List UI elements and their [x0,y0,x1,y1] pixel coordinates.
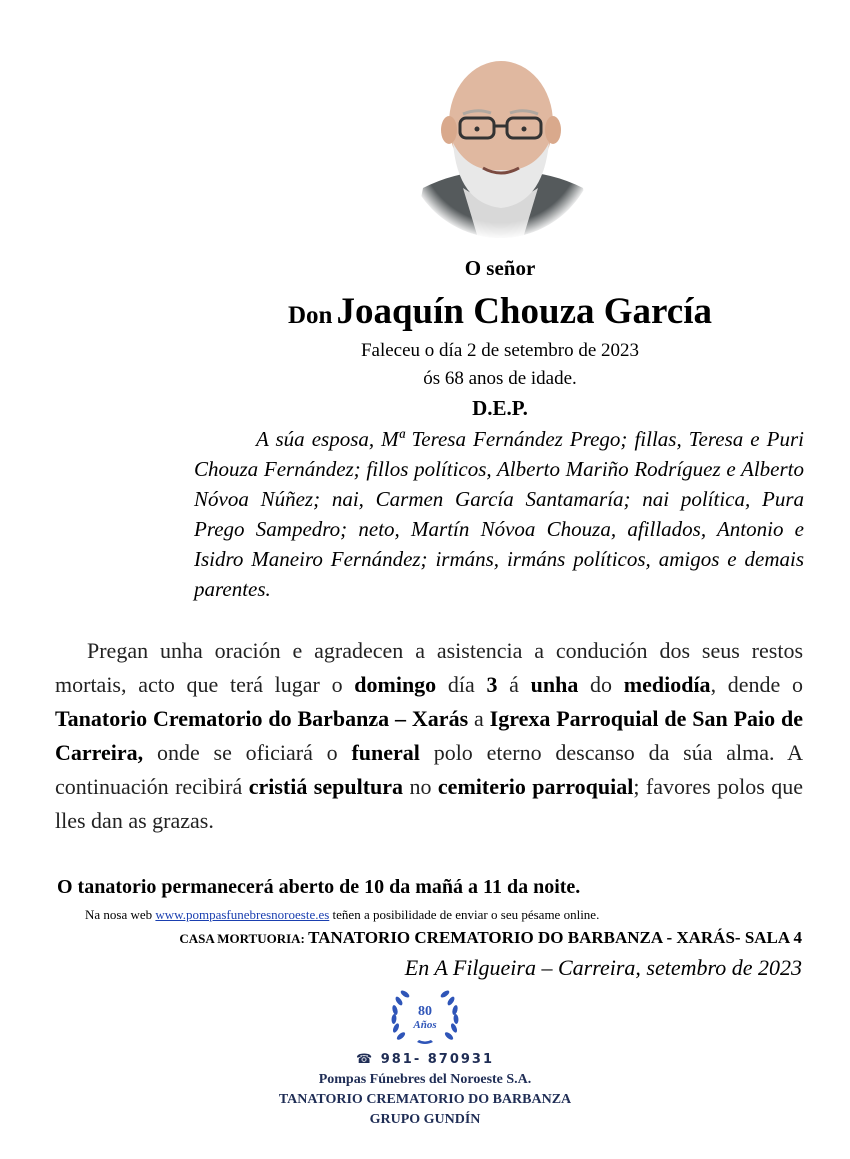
name-prefix: Don [287,302,333,329]
deceased-name-line [0,290,850,333]
portrait-photo [403,38,598,238]
funeral-text: onde se oficiará o [143,740,352,765]
laurel-wreath-icon [387,986,463,1048]
funeral-church: Igrexa Parroquial de San Paio de Carreira, [55,706,804,765]
phone-number[interactable]: 981- 870931 [380,1052,495,1067]
funeral-text: ; favores polos que lles dan as grazas. [55,774,804,833]
age-at-death: ós 68 anos de idade. [423,368,577,389]
casa-mortuoria [62,928,802,948]
crematorium-name: TANATORIO CREMATORIO DO BARBANZA [278,1092,572,1107]
funeral-time-suffix: mediodía [623,672,711,697]
funeral-day-number: 3 [486,672,498,697]
honorific: O señor [464,256,536,280]
anniversary-logo [387,986,463,1048]
funeral-details [55,634,803,838]
family-members: A súa esposa, Mª Teresa Fernández Prego; fillas, Teresa e Puri Chouza Fernández; fillos políticos, Alberto Mariño Rodríguez e Alberto Nóvoa Núñez; nai, Carmen García Santamaría; nai política, Pura Prego Sampedro; neto, Martín Nóvoa Chouza, afillados, Antonio e Isidro Maneiro Fernández; irmáns, irmáns políticos, amigos e demais parentes. [194,427,804,601]
funeral-text: no [403,774,438,799]
casa-mortuoria-label: CASA MORTUORIA: [179,931,309,946]
funeral-text: , dende o [710,672,803,697]
casa-mortuoria-value: TANATORIO CREMATORIO DO BARBANZA - XARÁS- SALA 4 [308,928,802,947]
deceased-name: Joaquín Chouza García [336,291,712,332]
funeral-text: á [497,672,531,697]
dep-abbreviation: D.E.P. [472,396,528,420]
death-date: Faleceu o día 2 de setembro de 2023 [360,340,640,361]
website-link[interactable]: www.pompasfunebresnoroeste.es [155,907,330,922]
phone-line [0,1052,850,1067]
tanatorio-hours: O tanatorio permanecerá aberto de 10 da mañá a 11 da noite. [57,876,581,898]
funeral-burial: cristiá sepultura [248,774,404,799]
funeral-text: a [468,706,490,731]
logo-word: Años [413,1019,437,1031]
funeral-day: domingo [354,672,437,697]
company-name: Pompas Fúnebres del Noroeste S.A. [318,1072,532,1087]
funeral-origin: Tanatorio Crematorio do Barbanza – Xarás [55,706,469,731]
place-date: En A Filgueira – Carreira, setembro de 2023 [404,955,802,980]
funeral-service: funeral [351,740,420,765]
funeral-text: día [436,672,487,697]
web-notice-after: teñen a posibilidade de enviar o seu pésame online. [329,907,600,922]
logo-number: 80 [418,1004,432,1019]
funeral-cemetery: cemiterio parroquial [437,774,634,799]
funeral-text: do [578,672,624,697]
web-notice-before: Na nosa web [85,907,156,922]
funeral-time: unha [530,672,579,697]
portrait-image [403,38,598,238]
group-name: GRUPO GUNDÍN [369,1112,481,1127]
funeral-text: Pregan unha oración e agradecen a asistencia a condución dos seus restos mortais, acto que terá lugar o [55,638,803,697]
web-notice [85,907,599,923]
funeral-text: polo eterno descanso da súa alma. A continuación recibirá [55,740,804,799]
phone-icon: ☎ [355,1052,375,1067]
